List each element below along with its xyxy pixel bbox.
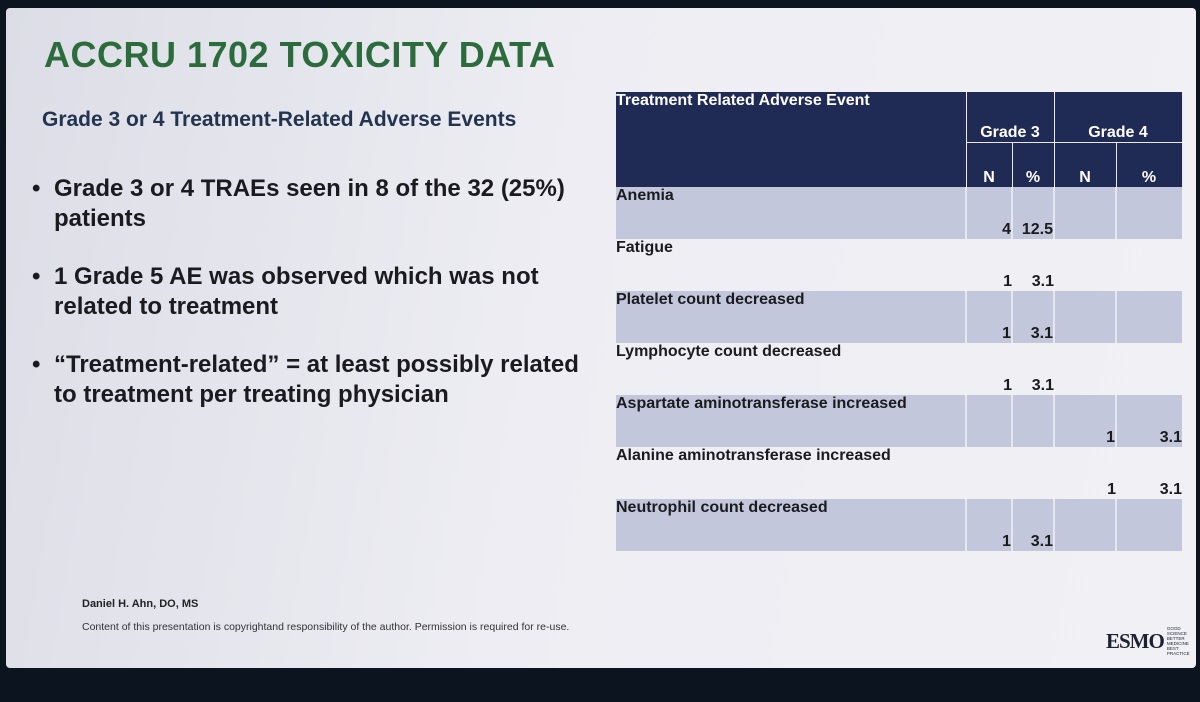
table-row xyxy=(616,499,1182,551)
event-name: Platelet count decreased xyxy=(616,291,966,343)
table-row xyxy=(616,187,1182,239)
grade3-percent-value: 3.1 xyxy=(1031,273,1054,290)
presentation-slide xyxy=(6,8,1196,668)
event-name: Neutrophil count decreased xyxy=(616,499,966,551)
esmo-logo xyxy=(1106,626,1196,656)
logo-word: ESMO xyxy=(1106,628,1164,653)
event-name: Aspartate aminotransferase increased xyxy=(616,395,966,447)
grade3-percent-value: 12.5 xyxy=(1021,221,1053,238)
toxicity-table xyxy=(616,92,1183,551)
header-grade-4: Grade 4 xyxy=(1054,92,1182,143)
header-g4-percent: % xyxy=(1116,143,1182,188)
bullet-item: • 1 Grade 5 AE was observed which was not related to treatment xyxy=(32,263,539,320)
header-grade-3: Grade 3 xyxy=(966,92,1054,143)
bullet-item: • Grade 3 or 4 TRAEs seen in 8 of the 32 (25%) patients xyxy=(32,175,565,232)
grade3-percent-value: 3.1 xyxy=(1031,377,1054,394)
grade4-percent-value: 3.1 xyxy=(1159,429,1182,446)
bullet-icon: • xyxy=(32,175,41,202)
bullet-icon: • xyxy=(32,263,41,290)
slide-title: ACCRU 1702 TOXICITY DATA xyxy=(44,34,556,75)
grade4-n-value: 1 xyxy=(1106,429,1115,446)
header-g4-n: N xyxy=(1054,143,1116,188)
grade4-n-value: 1 xyxy=(1107,481,1116,498)
bullet-item: • “Treatment-related” = at least possibly related to treatment per treating physician xyxy=(32,351,579,408)
grade3-percent-value: 3.1 xyxy=(1030,325,1053,342)
grade3-n-value: 4 xyxy=(1002,221,1011,238)
event-name: Fatigue xyxy=(616,239,673,256)
author-name: Daniel H. Ahn, DO, MS xyxy=(82,598,199,610)
grade3-n-value: 1 xyxy=(1003,377,1012,394)
table-row xyxy=(616,291,1182,343)
event-name: Anemia xyxy=(616,187,966,239)
grade3-n-value: 1 xyxy=(1002,325,1011,342)
bullet-icon: • xyxy=(32,351,41,378)
header-g3-percent: % xyxy=(1012,143,1054,188)
grade3-n-value: 1 xyxy=(1003,273,1012,290)
grade4-percent-value: 3.1 xyxy=(1159,481,1182,498)
copyright-notice: Content of this presentation is copyrightand responsibility of the author. Permission is required for re-use. xyxy=(82,621,570,633)
bullet-list xyxy=(32,174,602,438)
table-row xyxy=(616,239,1182,291)
event-name: Alanine aminotransferase increased xyxy=(616,447,891,464)
grade3-n-value: 1 xyxy=(1002,533,1011,550)
table-row xyxy=(616,395,1182,447)
logo-tagline: GOOD SCIENCE BETTER MEDICINE BEST PRACTICE xyxy=(1166,626,1190,656)
header-g3-n: N xyxy=(966,143,1012,188)
slide-subtitle: Grade 3 or 4 Treatment-Related Adverse Events xyxy=(42,108,517,131)
event-name: Lymphocyte count decreased xyxy=(616,343,842,360)
header-adverse-event: Treatment Related Adverse Event xyxy=(616,92,966,187)
grade3-percent-value: 3.1 xyxy=(1030,533,1053,550)
table-row xyxy=(616,447,1182,499)
table-row xyxy=(616,343,1182,395)
